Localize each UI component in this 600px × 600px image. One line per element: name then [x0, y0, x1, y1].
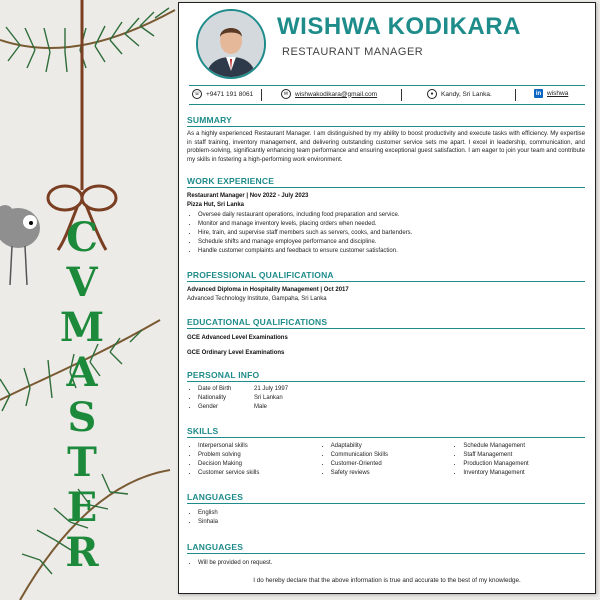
list-item: • Safety reviews [331, 469, 453, 478]
location-pin-icon: ● [427, 89, 437, 99]
list-item: • Handle customer complaints and feedback to ensure customer satisfaction. [198, 247, 585, 256]
list-item: • Inventory Management [463, 469, 585, 478]
qualification-institute: Advanced Technology Institute, Gampaha, Sri Lanka [187, 296, 327, 302]
section-heading: LANGUAGES [187, 492, 585, 504]
languages-section [187, 492, 585, 527]
linkedin-icon: in [535, 90, 542, 97]
list-item: • Communication Skills [331, 451, 453, 460]
list-item: • Will be provided on request. [198, 559, 585, 568]
linkedin-text[interactable]: wishwa [547, 90, 569, 97]
experience-role: Restaurant Manager | Nov 2022 - July 2023 [187, 193, 309, 199]
skills-list [320, 442, 453, 478]
personal-section [187, 370, 585, 412]
section-heading: LANGUAGES [187, 542, 585, 554]
education-item: GCE Ordinary Level Examinations [187, 350, 285, 356]
list-item: • Customer service skills [198, 469, 320, 478]
educational-section [187, 317, 585, 358]
email-icon: ✉ [281, 89, 291, 99]
contact-email[interactable] [281, 89, 377, 99]
skills-list [187, 442, 320, 478]
logo-letter: S [67, 394, 97, 441]
professional-section [187, 270, 585, 304]
location-text: Kandy, Sri Lanka. [441, 90, 492, 98]
logo-letter: V [66, 259, 98, 306]
list-item: • English [198, 509, 585, 518]
list-item: • Decision Making [198, 460, 320, 469]
experience-section [187, 176, 585, 256]
contact-bar [189, 85, 585, 105]
list-item: • Hire, train, and supervise staff members such as servers, cooks, and bartenders. [198, 229, 585, 238]
logo-letter: M [59, 304, 105, 351]
list-item [198, 385, 585, 394]
list-item: • Schedule shifts and manage employee performance and discipline. [198, 238, 585, 247]
logo-letter: A [66, 349, 98, 396]
personal-key: • Date of Birth [198, 386, 232, 392]
list-item: • Schedule Management [463, 442, 585, 451]
list-item: • Interpersonal skills [198, 442, 320, 451]
list-item: • Problem solving [198, 451, 320, 460]
list-item: • Oversee daily restaurant operations, including food preparation and service. [198, 211, 585, 220]
divider [515, 89, 516, 101]
list-item: • Staff Management [463, 451, 585, 460]
personal-list [187, 385, 585, 412]
section-heading: SKILLS [187, 426, 585, 438]
list-item: • Production Management [463, 460, 585, 469]
personal-value: Sri Lankan [254, 395, 283, 401]
logo-letter: R [65, 529, 99, 576]
skills-section [187, 426, 585, 478]
education-item: GCE Advanced Level Examinations [187, 335, 288, 341]
section-heading: PROFESSIONAL QUALIFICATIONA [187, 270, 585, 282]
declaration-text: I do hereby declare that the above information is true and accurate to the best of my knowledge. [253, 577, 521, 584]
personal-key: • Gender [198, 404, 219, 410]
section-heading: SUMMARY [187, 115, 585, 127]
profile-photo [196, 9, 266, 79]
contact-location [427, 89, 492, 99]
personal-value: 21 July 1997 [254, 386, 289, 392]
list-item: • Customer-Oriented [331, 460, 453, 469]
experience-list [187, 211, 585, 256]
logo-letter: C [66, 214, 98, 261]
contact-phone [192, 89, 253, 99]
list-item [198, 394, 585, 403]
divider [401, 89, 402, 101]
references-list [187, 559, 585, 568]
logo-letter: E [66, 484, 98, 531]
divider [261, 89, 262, 101]
list-item: • Adaptability [331, 442, 453, 451]
phone-text: +9471 191 8061 [206, 90, 254, 98]
summary-text: As a highly experienced Restaurant Manager. I am distinguished by my ability to boost productivity and execute tasks with efficiency. My expertise in staff training, inventory management, and delivering outstanding customer service sets me apart. I excel in leadership, communication, and problem-solving, significantly enhancing team performance and ensuring exceptional guest satisfaction. I am eager to join your team and contribute my skills in fostering a high-performing work environment. [187, 130, 585, 163]
resume-page [178, 2, 596, 594]
summary-section [187, 115, 585, 164]
phone-icon: ☏ [193, 91, 201, 97]
person-name: WISHWA KODIKARA [277, 13, 521, 40]
cvmaster-logo [58, 215, 106, 575]
personal-key: • Nationality [198, 395, 227, 401]
contact-linkedin[interactable] [534, 89, 568, 98]
qualification-title: Advanced Diploma in Hospitality Management | Oct 2017 [187, 287, 349, 293]
section-heading: WORK EXPERIENCE [187, 176, 585, 188]
languages-list [187, 509, 585, 527]
skills-list [452, 442, 585, 478]
list-item: • Monitor and manage inventory levels, placing orders when needed. [198, 220, 585, 229]
logo-letter: T [67, 439, 97, 486]
job-title: RESTAURANT MANAGER [282, 46, 424, 58]
references-section [187, 542, 585, 568]
personal-value: Male [254, 404, 268, 410]
email-text[interactable]: wishwakodikara@gmail.com [295, 90, 378, 98]
skills-columns [187, 441, 585, 478]
section-heading: EDUCATIONAL QUALIFICATIONS [187, 317, 585, 329]
list-item [198, 403, 585, 412]
experience-company: Pizza Hut, Sri Lanka [187, 202, 245, 208]
list-item: • Sinhala [198, 518, 585, 527]
section-heading: PERSONAL INFO [187, 370, 585, 382]
